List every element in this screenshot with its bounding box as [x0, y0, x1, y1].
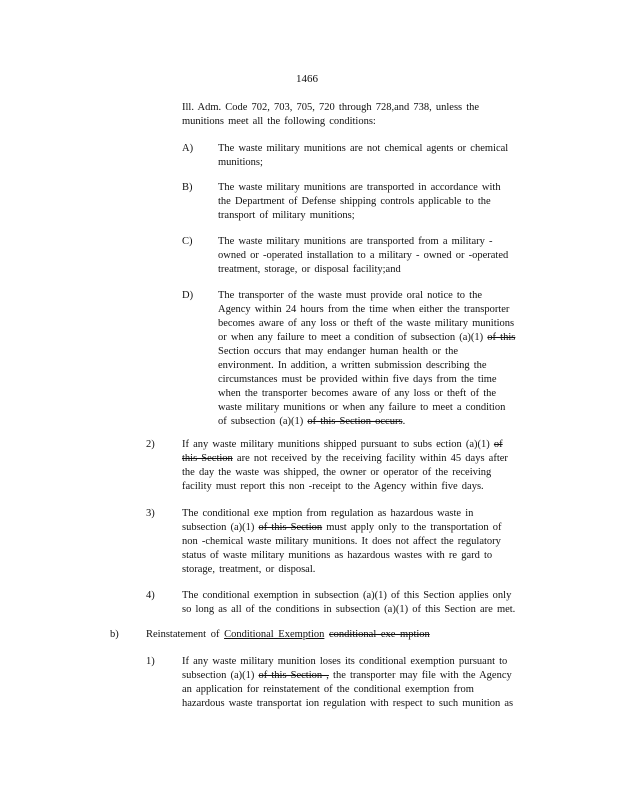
text-line: The transporter of the waste must provide oral notice to the [218, 290, 483, 301]
struck-text: of this Section [258, 522, 323, 533]
text-line: treatment, storage, or disposal facility;and [218, 264, 401, 275]
section-heading [146, 628, 430, 642]
text-run: must apply only to the transportation of [326, 522, 502, 533]
intro-paragraph [182, 101, 504, 129]
text-line: Ill. Adm. Code 702, 703, 705, 720 through 728,and 738, unless the [182, 102, 480, 113]
text-line: when the transporter becomes aware of any loss or theft of the [218, 388, 497, 399]
text-line: Agency within 24 hours from the time when either the transporter [218, 304, 510, 315]
text-line: munitions meet all the following conditions: [182, 116, 376, 127]
text-run: are not received by the receiving facility within 45 days after [236, 453, 508, 464]
text-line: so long as all of the conditions in subsection (a)(1) of this Section are met. [182, 604, 516, 615]
text-run: or when any failure to meet a condition of subsection (a)(1) [218, 332, 484, 343]
text-line [182, 669, 538, 683]
text-line [182, 452, 529, 466]
text-line [182, 438, 529, 452]
text-line: circumstances must be provided within five days from the time [218, 374, 497, 385]
item-2 [182, 438, 529, 494]
text-line: non -chemical waste military munitions. It does not affect the regulatory [182, 536, 501, 547]
text-line [218, 331, 529, 345]
item-label: 2) [146, 439, 155, 450]
condition-d [218, 289, 529, 429]
text-line: the day the waste was shipped, the owner or operator of the receiving [182, 467, 492, 478]
condition-label: D) [182, 290, 194, 301]
item-3 [182, 507, 529, 577]
text-line: transport of military munitions; [218, 210, 355, 221]
text-run: Reinstatement of [146, 629, 220, 640]
condition-a [218, 142, 529, 170]
condition-b [218, 181, 529, 223]
text-run: If any waste military munitions shipped pursuant to subs ection (a)(1) [182, 439, 490, 450]
text-run: subsection (a)(1) [182, 670, 255, 681]
struck-text: of this Section , [258, 670, 329, 681]
condition-label: A) [182, 143, 194, 154]
text-line [218, 415, 529, 429]
text-line: The conditional exe mption from regulation as hazardous waste in [182, 508, 474, 519]
text-line: The waste military munitions are transported from a military - [218, 236, 493, 247]
text-line: facility must report this non -receipt to the Agency within five days. [182, 481, 484, 492]
text-run: of subsection (a)(1) [218, 416, 304, 427]
item-label: 4) [146, 590, 155, 601]
item-4 [182, 589, 529, 617]
text-run: . [402, 416, 406, 427]
text-line: hazardous waste transportat ion regulation with respect to such munition as [182, 698, 514, 709]
text-run: the transporter may file with the Agency [333, 670, 512, 681]
text-line [182, 521, 529, 535]
struck-text: of [493, 439, 503, 450]
text-line: munitions; [218, 157, 263, 168]
text-line: becomes aware of any loss or theft of the waste military munitions [218, 318, 515, 329]
text-line: status of waste military munitions as hazardous wastes with re gard to [182, 550, 493, 561]
struck-text: this Section [182, 453, 233, 464]
text-line: an application for reinstatement of the conditional exemption from [182, 684, 474, 695]
text-line: storage, treatment, or disposal. [182, 564, 316, 575]
item-label: 1) [146, 656, 155, 667]
condition-c [218, 235, 529, 277]
text-line: waste military munitions or when any failure to meet a condition [218, 402, 506, 413]
text-run: subsection (a)(1) [182, 522, 255, 533]
condition-label: C) [182, 236, 193, 247]
text-line: The waste military munitions are transported in accordance with [218, 182, 501, 193]
text-line: the Department of Defense shipping controls applicable to the [218, 196, 491, 207]
condition-label: B) [182, 182, 193, 193]
item-label: 3) [146, 508, 155, 519]
text-line: owned or -operated installation to a military - owned or -operated [218, 250, 509, 261]
text-line: The conditional exemption in subsection (a)(1) of this Section applies only [182, 590, 512, 601]
item-b1 [182, 655, 538, 711]
section-label: b) [110, 629, 119, 640]
page-number: 1466 [296, 73, 318, 85]
text-line: Section occurs that may endanger human health or the [218, 346, 459, 357]
text-line: environment. In addition, a written submission describing the [218, 360, 487, 371]
text-line: If any waste military munition loses its conditional exemption pursuant to [182, 656, 508, 667]
struck-text: conditional exe mption [329, 629, 430, 640]
inserted-text: Conditional Exemption [224, 629, 325, 640]
text-line: The waste military munitions are not chemical agents or chemical [218, 143, 509, 154]
struck-text: of this Section occurs [307, 416, 403, 427]
struck-text: of this [487, 332, 516, 343]
